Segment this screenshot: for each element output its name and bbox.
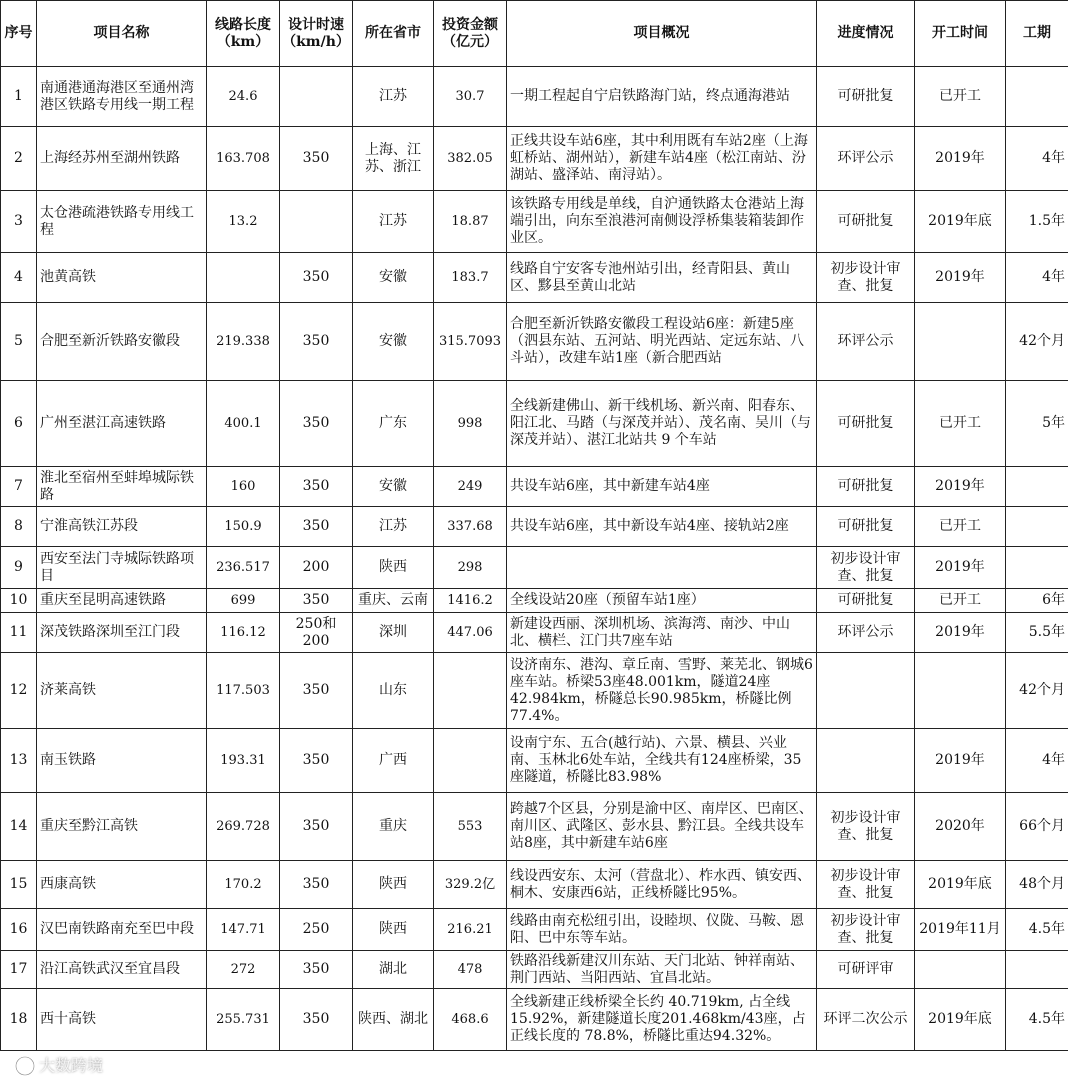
cell-investment: 478 [434,951,507,989]
cell-project-name: 深茂铁路深圳至江门段 [37,613,207,653]
header-length: 线路长度（km） [207,1,280,67]
cell-overview: 全线新建佛山、新干线机场、新兴南、阳春东、阳江北、马踏（与深茂并站）、茂名南、吴川（与深茂并站）、湛江北站共 9 个车站 [507,381,817,467]
cell-duration: 42个月 [1006,303,1068,381]
cell-speed: 350 [280,253,353,303]
cell-duration: 4年 [1006,127,1068,191]
table-row [1,507,1068,547]
cell-index: 7 [1,467,37,507]
table-row [1,989,1068,1051]
cell-length: 272 [207,951,280,989]
cell-project-name: 南玉铁路 [37,729,207,793]
cell-duration: 42个月 [1006,653,1068,729]
cell-investment: 18.87 [434,191,507,253]
cell-project-name: 宁淮高铁江苏段 [37,507,207,547]
cell-province: 陕西 [353,909,434,951]
cell-duration [1006,67,1068,127]
cell-index: 2 [1,127,37,191]
cell-start-time: 已开工 [915,589,1006,613]
cell-province: 安徽 [353,303,434,381]
table-row [1,381,1068,467]
cell-speed: 350 [280,589,353,613]
cell-start-time [915,303,1006,381]
cell-index: 10 [1,589,37,613]
cell-speed: 350 [280,989,353,1051]
cell-progress: 可研批复 [817,191,915,253]
cell-index: 11 [1,613,37,653]
cell-investment: 216.21 [434,909,507,951]
cell-investment: 30.7 [434,67,507,127]
table-row [1,67,1068,127]
cell-province: 重庆 [353,793,434,861]
cell-overview: 新建设西丽、深圳机场、滨海湾、南沙、中山北、横栏、江门共7座车站 [507,613,817,653]
cell-start-time: 2019年 [915,127,1006,191]
cell-overview: 合肥至新沂铁路安徽段工程设站6座：新建5座（泗县东站、五河站、明光西站、定远东站、八斗站），改建车站1座（新合肥西站 [507,303,817,381]
cell-index: 1 [1,67,37,127]
cell-length: 219.338 [207,303,280,381]
cell-start-time [915,951,1006,989]
cell-index: 15 [1,861,37,909]
cell-duration: 4.5年 [1006,909,1068,951]
table-row [1,909,1068,951]
table-row [1,861,1068,909]
cell-speed [280,191,353,253]
cell-overview: 铁路沿线新建汉川东站、天门北站、钟祥南站、荆门西站、当阳西站、宜昌北站。 [507,951,817,989]
cell-project-name: 济莱高铁 [37,653,207,729]
cell-speed: 350 [280,303,353,381]
header-row [1,1,1068,67]
cell-province: 陕西、湖北 [353,989,434,1051]
cell-province: 广西 [353,729,434,793]
cell-length: 400.1 [207,381,280,467]
table-row [1,729,1068,793]
cell-length: 163.708 [207,127,280,191]
cell-index: 8 [1,507,37,547]
cell-length: 24.6 [207,67,280,127]
cell-start-time: 已开工 [915,381,1006,467]
cell-index: 6 [1,381,37,467]
cell-progress: 环评公示 [817,303,915,381]
cell-project-name: 太仓港疏港铁路专用线工程 [37,191,207,253]
cell-progress: 环评二次公示 [817,989,915,1051]
cell-overview [507,547,817,589]
cell-speed: 350 [280,951,353,989]
cell-investment: 553 [434,793,507,861]
cell-length: 150.9 [207,507,280,547]
cell-project-name: 淮北至宿州至蚌埠城际铁路 [37,467,207,507]
cell-investment: 447.06 [434,613,507,653]
cell-start-time: 2019年底 [915,861,1006,909]
cell-investment: 183.7 [434,253,507,303]
cell-start-time: 2020年 [915,793,1006,861]
table-row [1,127,1068,191]
header-overview: 项目概况 [507,1,817,67]
cell-index: 3 [1,191,37,253]
cell-progress: 可研批复 [817,467,915,507]
cell-length: 160 [207,467,280,507]
cell-length: 117.503 [207,653,280,729]
cell-speed: 200 [280,547,353,589]
cell-index: 13 [1,729,37,793]
cell-investment: 315.7093 [434,303,507,381]
cell-start-time: 2019年 [915,253,1006,303]
watermark [14,1053,103,1078]
cell-start-time: 2019年 [915,547,1006,589]
cell-overview: 跨越7个区县，分别是渝中区、南岸区、巴南区、南川区、武隆区、彭水县、黔江县。全线共设车站8座，其中新建车站6座 [507,793,817,861]
cell-province: 陕西 [353,861,434,909]
cell-province: 上海、江苏、浙江 [353,127,434,191]
cell-overview: 线路由南充松纽引出，设睦坝、仪陇、马鞍、恩阳、巴中东等车站。 [507,909,817,951]
cell-province: 湖北 [353,951,434,989]
cell-index: 17 [1,951,37,989]
cell-length: 255.731 [207,989,280,1051]
cell-overview: 正线共设车站6座，其中利用既有车站2座（上海虹桥站、湖州站），新建车站4座（松江南站、汾湖站、盛泽站、南浔站）。 [507,127,817,191]
cell-length: 193.31 [207,729,280,793]
cell-progress: 环评公示 [817,613,915,653]
cell-province: 山东 [353,653,434,729]
table-row [1,653,1068,729]
cell-progress: 初步设计审查、批复 [817,547,915,589]
brand-logo-icon [14,1055,36,1077]
header-speed: 设计时速（km/h） [280,1,353,67]
table-row [1,589,1068,613]
cell-project-name: 池黄高铁 [37,253,207,303]
cell-investment: 1416.2 [434,589,507,613]
cell-overview: 设济南东、港沟、章丘南、雪野、莱芜北、钢城6座车站。桥梁53座48.001km，隧道24座42.984km，桥隧总长90.985km，桥隧比例77.4%。 [507,653,817,729]
cell-investment [434,729,507,793]
cell-duration: 6年 [1006,589,1068,613]
table-row [1,951,1068,989]
cell-start-time [915,653,1006,729]
cell-province: 重庆、云南 [353,589,434,613]
cell-progress: 初步设计审查、批复 [817,909,915,951]
cell-province: 安徽 [353,253,434,303]
cell-duration: 4.5年 [1006,989,1068,1051]
cell-duration [1006,951,1068,989]
cell-start-time: 已开工 [915,67,1006,127]
header-project-name: 项目名称 [37,1,207,67]
cell-overview: 共设车站6座，其中新设车站4座、接轨站2座 [507,507,817,547]
cell-speed: 250 [280,909,353,951]
cell-duration: 5.5年 [1006,613,1068,653]
cell-start-time: 2019年底 [915,989,1006,1051]
cell-investment: 337.68 [434,507,507,547]
table-row [1,613,1068,653]
cell-duration: 66个月 [1006,793,1068,861]
cell-investment: 298 [434,547,507,589]
cell-start-time: 2019年 [915,729,1006,793]
cell-investment: 249 [434,467,507,507]
header-duration: 工期 [1006,1,1068,67]
cell-length: 116.12 [207,613,280,653]
cell-project-name: 重庆至昆明高速铁路 [37,589,207,613]
cell-overview: 该铁路专用线是单线，自沪通铁路太仓港站上海端引出，向东至浪港河南侧设浮桥集装箱装卸作业区。 [507,191,817,253]
cell-province: 江苏 [353,507,434,547]
cell-province: 广东 [353,381,434,467]
cell-progress [817,653,915,729]
cell-length: 13.2 [207,191,280,253]
cell-start-time: 2019年 [915,613,1006,653]
cell-province: 安徽 [353,467,434,507]
cell-project-name: 汉巴南铁路南充至巴中段 [37,909,207,951]
cell-province: 陕西 [353,547,434,589]
cell-project-name: 沿江高铁武汉至宜昌段 [37,951,207,989]
table-row [1,793,1068,861]
cell-length: 699 [207,589,280,613]
cell-start-time: 2019年 [915,467,1006,507]
header-province: 所在省市 [353,1,434,67]
cell-investment [434,653,507,729]
cell-overview: 线设西安东、太河（营盘北）、柞水西、镇安西、桐木、安康西6站，正线桥隧比95%。 [507,861,817,909]
cell-speed: 350 [280,793,353,861]
cell-index: 18 [1,989,37,1051]
cell-investment: 998 [434,381,507,467]
cell-progress: 可研评审 [817,951,915,989]
cell-investment: 468.6 [434,989,507,1051]
cell-start-time: 已开工 [915,507,1006,547]
cell-project-name: 西十高铁 [37,989,207,1051]
cell-progress [817,729,915,793]
cell-index: 16 [1,909,37,951]
header-progress: 进度情况 [817,1,915,67]
cell-duration: 4年 [1006,253,1068,303]
cell-start-time: 2019年11月 [915,909,1006,951]
cell-speed: 350 [280,127,353,191]
cell-overview: 共设车站6座，其中新建车站4座 [507,467,817,507]
cell-progress: 初步设计审查、批复 [817,861,915,909]
cell-province: 江苏 [353,191,434,253]
cell-progress: 可研批复 [817,507,915,547]
cell-progress: 环评公示 [817,127,915,191]
header-investment: 投资金额（亿元） [434,1,507,67]
cell-overview: 全线新建正线桥梁全长约 40.719km, 占全线 15.92%，新建隧道长度201.468km/43座，占正线长度的 78.8%，桥隧比重达94.32%。 [507,989,817,1051]
cell-project-name: 广州至湛江高速铁路 [37,381,207,467]
cell-progress: 初步设计审查、批复 [817,793,915,861]
cell-duration: 5年 [1006,381,1068,467]
cell-province: 江苏 [353,67,434,127]
cell-length [207,253,280,303]
cell-speed: 350 [280,861,353,909]
cell-speed: 350 [280,507,353,547]
cell-index: 9 [1,547,37,589]
cell-progress: 可研批复 [817,67,915,127]
cell-start-time: 2019年底 [915,191,1006,253]
cell-index: 5 [1,303,37,381]
cell-project-name: 西康高铁 [37,861,207,909]
cell-province: 深圳 [353,613,434,653]
cell-speed: 250和200 [280,613,353,653]
table-row [1,253,1068,303]
cell-project-name: 合肥至新沂铁路安徽段 [37,303,207,381]
cell-duration [1006,507,1068,547]
cell-duration: 1.5年 [1006,191,1068,253]
cell-speed: 350 [280,467,353,507]
cell-project-name: 南通港通海港区至通州湾港区铁路专用线一期工程 [37,67,207,127]
cell-length: 170.2 [207,861,280,909]
cell-progress: 初步设计审查、批复 [817,253,915,303]
cell-overview: 线路自宁安客专池州站引出，经青阳县、黄山区、黟县至黄山北站 [507,253,817,303]
cell-overview: 设南宁东、五合(越行站)、六景、横县、兴业南、玉林北6处车站，全线共有124座桥梁，35座隧道，桥隧比83.98% [507,729,817,793]
cell-investment: 329.2亿 [434,861,507,909]
cell-duration: 48个月 [1006,861,1068,909]
cell-index: 12 [1,653,37,729]
cell-progress: 可研批复 [817,381,915,467]
cell-speed [280,67,353,127]
cell-project-name: 西安至法门寺城际铁路项目 [37,547,207,589]
cell-investment: 382.05 [434,127,507,191]
cell-index: 14 [1,793,37,861]
cell-speed: 350 [280,653,353,729]
cell-duration [1006,467,1068,507]
cell-project-name: 重庆至黔江高铁 [37,793,207,861]
table-row [1,303,1068,381]
watermark-text: 大数跨境 [39,1055,104,1075]
cell-length: 147.71 [207,909,280,951]
cell-overview: 一期工程起自宁启铁路海门站，终点通海港站 [507,67,817,127]
table-row [1,547,1068,589]
cell-duration [1006,547,1068,589]
cell-duration: 4年 [1006,729,1068,793]
cell-speed: 350 [280,729,353,793]
cell-progress: 可研批复 [817,589,915,613]
cell-project-name: 上海经苏州至湖州铁路 [37,127,207,191]
cell-length: 236.517 [207,547,280,589]
cell-speed: 350 [280,381,353,467]
cell-index: 4 [1,253,37,303]
cell-overview: 全线设站20座（预留车站1座） [507,589,817,613]
header-index: 序号 [1,1,37,67]
table-row [1,467,1068,507]
table-row [1,191,1068,253]
header-start-time: 开工时间 [915,1,1006,67]
cell-length: 269.728 [207,793,280,861]
